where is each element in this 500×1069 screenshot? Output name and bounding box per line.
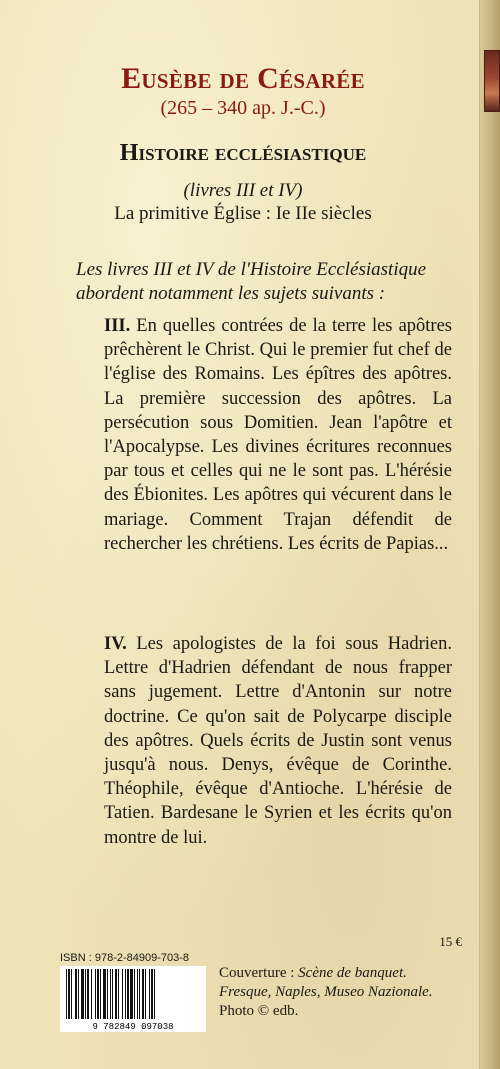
cover-thumbnail (484, 50, 500, 112)
book-title: Histoire ecclésiastique (119, 140, 367, 166)
section-iii (104, 314, 452, 556)
section-number: III. (104, 316, 131, 336)
book-volumes: (livres III et IV) (183, 180, 303, 201)
book-subtitle: La primitive Église : Ie IIe siècles (114, 203, 372, 224)
section-number: IV. (104, 634, 127, 654)
barcode-digits: 9 782849 097038 (92, 1022, 174, 1032)
author-name: Eusèbe de Césarée (121, 62, 365, 95)
cover-credit (219, 964, 459, 1021)
section-iv (104, 632, 452, 850)
barcode-bars (66, 969, 155, 1019)
section-text: En quelles contrées de la terre les apôtres prêchèrent le Christ. Qui le premier fut chef de l'église des Romains. Les épîtres des apôtres. La première succession des apôtres. La persécution sous Domitien. Jean l'apôtre et l'Apocalypse. Les divines écritures reconnues par tous et celles qui ne le sont pas. L'hérésie des Ébionites. Les apôtres qui vécurent dans le mariage. Comment Trajan défendit de rechercher les chrétiens. Les écrits de Papias... (104, 316, 452, 554)
price-label: 15 € (439, 934, 462, 949)
cover-source: Fresque, Naples, Museo Nazionale. (219, 984, 433, 1000)
barcode (60, 966, 206, 1032)
photo-credit: Photo © edb. (219, 1003, 299, 1019)
section-text: Les apologistes de la foi sous Hadrien. Lettre d'Hadrien défendant de nous frapper sans jugement. Lettre d'Antonin sur notre doctrine. Ce qu'on sait de Polycarpe disciple des apôtres. Quels écrits de Justin sont venus jusqu'à nous. Denys, évêque de Corinthe. Théophile, évêque d'Antioche. L'hérésie de Tatien. Bardesane le Syrien et les écrits qu'on montre de lui. (104, 634, 453, 848)
cover-title: Scène de banquet. (298, 965, 407, 981)
isbn-label: ISBN : 978-2-84909-703-8 (60, 952, 190, 964)
author-dates: (265 – 340 ap. J.-C.) (160, 97, 326, 119)
cover-label: Couverture : (219, 965, 295, 981)
intro-text: Les livres III et IV de l'Histoire Ecclésiastique abordent notamment les sujets suivants : (76, 259, 427, 304)
